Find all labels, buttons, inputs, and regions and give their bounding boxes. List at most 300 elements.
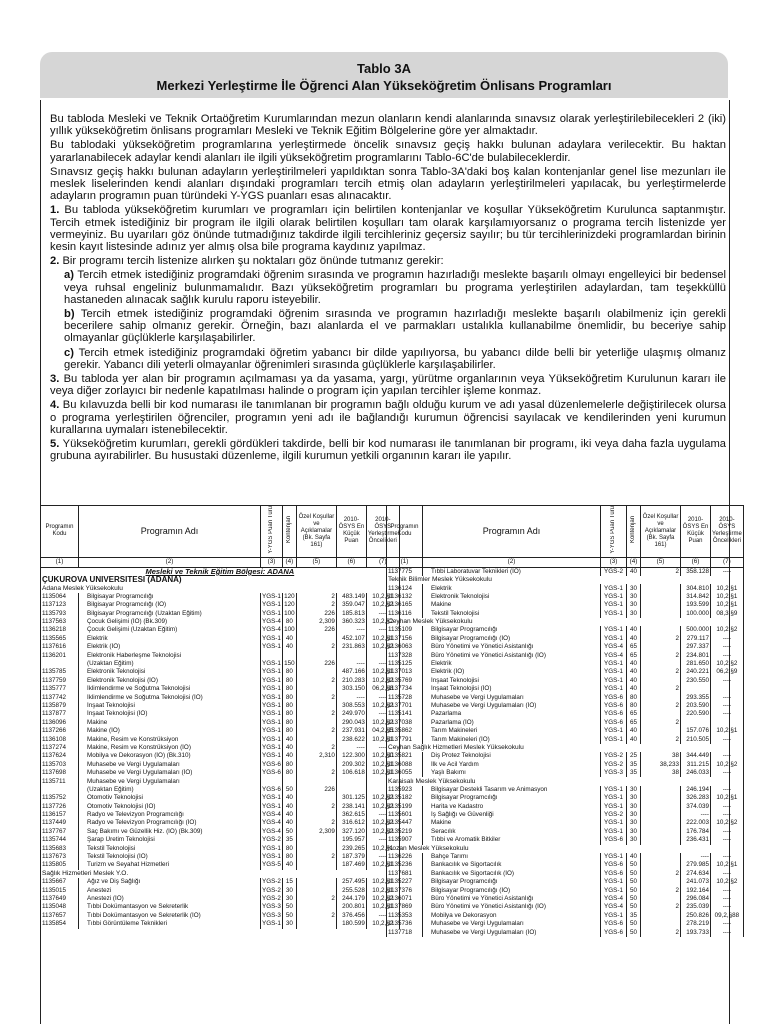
program-name: Tıbbi Görüntüleme Teknikleri (79, 920, 261, 928)
program-code: 1137563 (41, 618, 79, 626)
quota: 80 (282, 769, 296, 777)
program-code: 1135667 (41, 878, 79, 886)
score-type: YGS-1 (601, 878, 627, 886)
quota: 30 (627, 828, 641, 836)
quota: 65 (627, 710, 641, 718)
min-score: 240.221 (681, 668, 711, 676)
conditions: 226 (296, 786, 336, 794)
conditions: 2,309 (296, 618, 336, 626)
score-type: YGS-4 (262, 827, 281, 835)
item-number: 4. (50, 399, 60, 412)
header-type-cell (261, 506, 283, 558)
program-code: 1135219 (387, 828, 423, 836)
conditions (641, 811, 681, 819)
header-name: Programın Adı (423, 506, 601, 558)
table-row (41, 677, 400, 685)
min-score: 290.043 (336, 719, 366, 727)
priority: ---- (366, 660, 399, 668)
programs-table-right (386, 505, 744, 937)
sub-item (50, 308, 726, 345)
conditions: 2 (296, 677, 336, 685)
conditions: 2 (296, 710, 336, 718)
program-code: 1137616 (41, 643, 79, 651)
table-row (387, 677, 744, 685)
program-name: İnşaat Teknolojisi (İÖ) (423, 685, 601, 693)
program-code: 1137742 (41, 694, 79, 702)
min-score: 250.826 (681, 912, 711, 920)
conditions (641, 912, 681, 920)
score-type: YGS-1 (262, 634, 281, 642)
conditions (296, 903, 336, 911)
score-type: YGS-1 (262, 743, 281, 751)
conditions (641, 677, 681, 685)
conditions (296, 845, 336, 853)
min-score: 234.801 (681, 652, 711, 660)
conditions (641, 610, 681, 618)
conditions: 2 (296, 895, 336, 903)
table-row (41, 610, 400, 618)
min-score: 246.194 (681, 786, 711, 794)
score-type: YGS-6 (262, 769, 281, 777)
program-name: Diş Protez Teknolojisi (423, 752, 601, 760)
quota: 40 (282, 643, 296, 651)
program-name: Tıbbi ve Aromatik Bitkiler (423, 836, 601, 844)
item-number: 5. (50, 438, 60, 451)
quota: 30 (627, 610, 641, 618)
conditions (296, 794, 336, 802)
table-row (41, 643, 400, 651)
program-code: 1137673 (41, 853, 79, 861)
min-score (336, 652, 366, 660)
program-name: Makine, Resim ve Konstrüksiyon (İÖ) (79, 744, 261, 752)
program-name: Turizm ve Seyahat Hizmetleri (79, 861, 261, 869)
min-score: 255.528 (336, 887, 366, 895)
min-score: 180.599 (336, 920, 366, 928)
score-type: YGS-1 (601, 685, 627, 693)
quota: 50 (627, 887, 641, 895)
min-score: ---- (336, 660, 366, 668)
program-name: Büro Yönetimi ve Yönetici Asistanlığı (423, 895, 601, 903)
min-score: 301.125 (336, 794, 366, 802)
priority: ---- (366, 912, 399, 920)
quota: 50 (627, 895, 641, 903)
conditions: 2 (641, 929, 681, 937)
conditions (641, 861, 681, 869)
program-name: Bilgisayar Programcılığı (İÖ) (79, 601, 261, 609)
program-code: 1135777 (41, 685, 79, 693)
header-conditions: Özel Koşullar ve Açıklamalar (Bk. Sayfa 161) (296, 506, 336, 558)
program-name: Radyo ve Televizyon Programcılığı (İÖ) (79, 819, 261, 827)
table-row (41, 895, 400, 903)
table-row (387, 920, 744, 928)
score-type: YGS-6 (601, 929, 627, 937)
min-score: 220.590 (681, 710, 711, 718)
school-heading: Ceyhan Sağlık Hizmetleri Meslek Yüksekokulu (387, 744, 744, 752)
table-row (387, 828, 744, 836)
program-code: 1135769 (387, 677, 423, 685)
region-heading: Mesleki ve Teknik Eğitim Bölgesi: ADANA (41, 567, 400, 576)
priority: ---- (711, 710, 744, 718)
conditions: 2 (641, 736, 681, 744)
col-number: (4) (282, 557, 296, 567)
min-score: 244.179 (336, 895, 366, 903)
school-heading: Adana Meslek Yüksekokulu (41, 584, 400, 592)
min-score: 360.323 (336, 618, 366, 626)
table-row (387, 769, 744, 777)
min-score: 231.863 (336, 643, 366, 651)
table-row (387, 652, 744, 660)
table-row (41, 861, 400, 869)
min-score: 500.000 (681, 626, 711, 634)
col-number: (1) (387, 557, 423, 567)
priority: 10,2,§1 (366, 635, 399, 643)
quota: 80 (282, 694, 296, 702)
min-score: 376.456 (336, 912, 366, 920)
priority: 10,2,§1 (366, 903, 399, 911)
quota: 80 (282, 727, 296, 735)
priority: ---- (711, 920, 744, 928)
program-name: Anestezi (İÖ) (79, 895, 261, 903)
program-code: 1137698 (41, 769, 79, 777)
score-type: YGS-3 (601, 769, 627, 777)
priority: 10,2,§1 (711, 794, 744, 802)
score-type: YGS-1 (262, 920, 281, 928)
header-priority: 2010-ÖSYS Yerleştirme Öncelikleri (711, 506, 744, 558)
program-code: 1135752 (41, 794, 79, 802)
table-row (387, 694, 744, 702)
priority: 10,2,§1 (711, 601, 744, 609)
program-name: İklimlendirme ve Soğutma Teknolojisi (İÖ) (79, 694, 261, 702)
program-code: 1137759 (41, 677, 79, 685)
quota: 30 (627, 836, 641, 844)
quota: 35 (627, 912, 641, 920)
min-score: ---- (336, 694, 366, 702)
quota: 80 (282, 668, 296, 676)
score-type: YGS-1 (262, 685, 281, 693)
program-name: Ağız ve Diş Sağlığı (79, 878, 261, 886)
table-row (41, 727, 400, 735)
table-row (41, 736, 400, 744)
min-score: 193.733 (681, 929, 711, 937)
priority: ---- (711, 903, 744, 911)
quota: 50 (627, 878, 641, 886)
min-score: 241.073 (681, 878, 711, 886)
priority: 10,2,§2 (711, 819, 744, 827)
table-row (41, 920, 400, 928)
school-heading: Kozan Meslek Yüksekokulu (387, 845, 744, 853)
program-name: (Uzaktan Eğitim) (79, 660, 261, 668)
program-code: 1135879 (41, 702, 79, 710)
table-row (41, 853, 400, 861)
quota: 120 (284, 601, 295, 609)
quota: 40 (627, 668, 641, 676)
program-name: Tıbbi Dokümantasyon ve Sekreterlik (79, 903, 261, 911)
table-row (41, 685, 400, 693)
program-code: 1135182 (387, 794, 423, 802)
program-name: Büro Yönetimi ve Yönetici Asistanlığı (İÖ) (423, 903, 601, 911)
quota: 30 (627, 803, 641, 811)
priority: 10,2,§1 (366, 668, 399, 676)
quota: 40 (627, 626, 641, 634)
quota: 40 (627, 635, 641, 643)
table-row (41, 660, 400, 668)
program-name: Tıbbi Dokümantasyon ve Sekreterlik (İÖ) (79, 912, 261, 920)
min-score: 193.599 (681, 601, 711, 609)
quota: 80 (282, 719, 296, 727)
program-name: Makine (423, 601, 601, 609)
header-quota: Kontenjan (630, 516, 636, 544)
program-code: 1135683 (41, 845, 79, 853)
priority: 09,2,§88 (711, 912, 744, 920)
table-row (41, 912, 400, 920)
min-score: 210.283 (336, 677, 366, 685)
col-number: (3) (601, 557, 627, 567)
conditions: 226 (296, 660, 336, 668)
priority: 10,2,§1 (366, 769, 399, 777)
table-row (387, 845, 744, 853)
score-type: YGS-1 (601, 677, 627, 685)
table-row (41, 811, 400, 819)
table-row (387, 685, 744, 693)
table-row (387, 727, 744, 735)
conditions: 2 (296, 643, 336, 651)
quota: 65 (627, 643, 641, 651)
program-code: 1136088 (387, 761, 423, 769)
quota: 40 (627, 853, 641, 861)
table-row (387, 794, 744, 802)
priority (711, 719, 744, 727)
quota: 50 (282, 912, 296, 920)
quota: 50 (627, 903, 641, 911)
min-score: 314.842 (681, 593, 711, 601)
col-number: (6) (336, 557, 366, 567)
priority: 10,2,§2 (366, 702, 399, 710)
table-row (41, 652, 400, 660)
header-quota-cell (627, 506, 641, 558)
score-type: YGS-6 (601, 710, 627, 718)
min-score: 311.215 (681, 761, 711, 769)
quota (282, 777, 296, 785)
program-name: Tarım Makineleri (İÖ) (423, 736, 601, 744)
program-name: İnşaat Teknolojisi (423, 677, 601, 685)
priority: ---- (366, 626, 399, 634)
program-code (41, 660, 79, 668)
quota: 80 (282, 677, 296, 685)
program-code: 1137328 (387, 652, 423, 660)
conditions: 2,310 (296, 752, 336, 760)
table-row (387, 601, 744, 609)
item-text: Bu kılavuzda belli bir kod numarası ile tanımlanan bir programın bağlı olduğu kurum ve adı yasal düzenlemelerle değiştirilecek olursa o programa yerleştirilen öğrenciler, programın yeni adı ile bağlandığı kurumun öğrencisi sayılacak ve kendilerinden yeni kurumun kurallarına uymaları istenebilecektir. (50, 399, 726, 436)
score-type: YGS-3 (262, 903, 281, 911)
min-score: 452.107 (336, 635, 366, 643)
program-name: Bilgisayar Programcılığı (İÖ) (423, 635, 601, 643)
score-type: YGS-1 (601, 853, 627, 861)
score-type: YGS-4 (262, 819, 281, 827)
quota: 35 (627, 769, 641, 777)
priority: 04,2,§5 (366, 727, 399, 735)
quota: 100 (284, 609, 295, 617)
program-code: 1136096 (41, 719, 79, 727)
program-name: Muhasebe ve Vergi Uygulamaları (79, 761, 261, 769)
conditions (641, 794, 681, 802)
score-type: YGS-1 (262, 735, 281, 743)
quota (282, 652, 296, 660)
program-name: Makine, Resim ve Konstrüksiyon (79, 736, 261, 744)
program-name: Muhasebe ve Vergi Uygulamaları (İÖ) (423, 702, 601, 710)
conditions (641, 878, 681, 886)
priority (711, 685, 744, 693)
intro-paragraph-2: Bu tablodaki yükseköğretim programlarına yerleştirmede öncelik sınavsız geçiş hakkı bulunan adaylara verilecektir. Bu haktan yararlanabilecek adaylar kendi alanları ile ilgili yükseköğretim programlarını Tablo-6C'de bulabileceklerdir. (50, 139, 726, 164)
university-heading: ÇUKUROVA ÜNİVERSİTESİ (ADANA) (41, 576, 400, 584)
program-name: Elektronik Haberleşme Teknolojisi (79, 652, 261, 660)
col-number: (2) (79, 557, 261, 567)
school-heading: Teknik Bilimler Meslek Yüksekokulu (387, 576, 744, 584)
min-score: 210.505 (681, 736, 711, 744)
priority: ---- (366, 744, 399, 752)
table-row (41, 702, 400, 710)
program-code (41, 786, 79, 794)
program-code: 1136116 (387, 610, 423, 618)
quota: 40 (627, 677, 641, 685)
priority: ---- (711, 677, 744, 685)
table-row (387, 576, 744, 584)
table-row (387, 660, 744, 668)
program-code: 1135565 (41, 635, 79, 643)
sub-item-text: Tercih etmek istediğiniz programdaki öğretim yabancı bir dilde yapılıyorsa, bu yabancı dilde belli bir yeterliğe ulaşmış olmanız gerekir. Yabancı dili yeterli olmayanlar öğrenimleri sırasında güçlüklerle karşılaşabilirler. (64, 346, 726, 371)
score-type: YGS-6 (601, 719, 627, 727)
priority: 10,2,§2 (366, 643, 399, 651)
quota: 50 (282, 828, 296, 836)
score-type: YGS-6 (601, 702, 627, 710)
table-row (41, 593, 400, 601)
program-name: Makine (79, 719, 261, 727)
program-code: 1136201 (41, 652, 79, 660)
priority: ---- (711, 929, 744, 937)
min-score: 239.265 (336, 845, 366, 853)
program-code: 1135125 (387, 660, 423, 668)
program-name: Saç Bakımı ve Güzellik Hiz. (İÖ) (Bk.309) (79, 828, 261, 836)
header-type: Y-YGS Puan Türü (267, 506, 274, 554)
min-score: 358.128 (681, 567, 711, 576)
program-name: Çocuk Gelişimi (Uzaktan Eğitim) (79, 626, 261, 634)
school-heading: Ceyhan Meslek Yüksekokulu (387, 618, 744, 626)
conditions (296, 811, 336, 819)
min-score: 209.302 (336, 761, 366, 769)
priority: 06,2,§9 (711, 668, 744, 676)
conditions (641, 601, 681, 609)
score-type: YGS-1 (262, 702, 281, 709)
program-code: 1137013 (387, 668, 423, 676)
programs-table-left (40, 505, 400, 929)
program-name: Bilgisayar Programcılığı (423, 626, 601, 634)
priority: ---- (366, 811, 399, 819)
program-name: Çocuk Gelişimi (İÖ) (Bk.309) (79, 618, 261, 626)
priority: 10,2,§1 (711, 727, 744, 735)
program-name: Anestezi (79, 887, 261, 895)
conditions (296, 685, 336, 693)
header-code: Programın Kodu (387, 506, 423, 558)
program-name: Muhasebe ve Vergi Uygulamaları (423, 694, 601, 702)
program-code: 1137791 (387, 736, 423, 744)
min-score: 185.813 (336, 610, 366, 618)
header-type-cell (601, 506, 627, 558)
program-code: 1135703 (41, 761, 79, 769)
table-row (41, 845, 400, 853)
priority: ---- (711, 694, 744, 702)
table-row (387, 593, 744, 601)
priority: ---- (711, 652, 744, 660)
score-type: YGS-4 (262, 618, 281, 626)
quota: 30 (627, 811, 641, 819)
quota: 150 (284, 660, 295, 668)
program-name: Elektronik Teknolojisi (İÖ) (79, 677, 261, 685)
priority: 10,2,§0 (366, 752, 399, 760)
priority: ---- (366, 694, 399, 702)
table-row (387, 861, 744, 869)
conditions (641, 819, 681, 827)
program-name: Bilgisayar Programcılığı (423, 794, 601, 802)
score-type: YGS-2 (262, 878, 281, 886)
score-type: YGS-1 (601, 635, 627, 643)
program-name: Otomotiv Teknolojisi (79, 794, 261, 802)
program-name: Mobilya ve Dekorasyon (İÖ) (Bk.310) (79, 752, 261, 760)
priority: ---- (366, 836, 399, 844)
conditions (296, 652, 336, 660)
program-code: 1135923 (387, 786, 423, 794)
score-type: YGS-1 (601, 803, 627, 811)
program-code: 1137376 (387, 887, 423, 895)
priority: 10,2,§2 (366, 719, 399, 727)
col-number: (5) (641, 557, 681, 567)
table-row (41, 626, 400, 634)
quota: 25 (627, 752, 641, 760)
header-quota: Kontenjan (285, 516, 292, 544)
min-score: ---- (681, 811, 711, 819)
conditions (641, 803, 681, 811)
table-row (387, 719, 744, 727)
score-type: YGS-2 (601, 567, 627, 576)
quota: 50 (282, 786, 296, 794)
score-type: YGS-1 (262, 794, 281, 802)
program-code: 1135793 (41, 610, 79, 618)
quota: 80 (282, 618, 296, 626)
min-score: 238.141 (336, 803, 366, 811)
quota: 80 (282, 845, 296, 853)
program-code: 1137734 (387, 685, 423, 693)
table-row (387, 736, 744, 744)
table-row (387, 819, 744, 827)
score-type: YGS-1 (601, 626, 627, 634)
min-score: 157.076 (681, 727, 711, 735)
quota: 40 (282, 752, 296, 760)
priority: ---- (711, 870, 744, 878)
program-code: 1137449 (41, 819, 79, 827)
quota: 30 (282, 887, 296, 895)
priority: 10,2,§1 (711, 593, 744, 601)
col-number: (6) (681, 557, 711, 567)
quota: 40 (282, 861, 296, 869)
table-row (387, 668, 744, 676)
table-row (387, 702, 744, 710)
priority: 10,2,§1 (366, 593, 399, 601)
priority: 10,2,§1 (366, 861, 399, 869)
priority: 10,2,§2 (366, 677, 399, 685)
table-row (387, 761, 744, 769)
quota: 80 (627, 702, 641, 710)
program-name: Tıbbi Laboratuvar Teknikleri (İÖ) (423, 567, 601, 576)
conditions (641, 920, 681, 928)
score-type: YGS-1 (262, 727, 281, 735)
